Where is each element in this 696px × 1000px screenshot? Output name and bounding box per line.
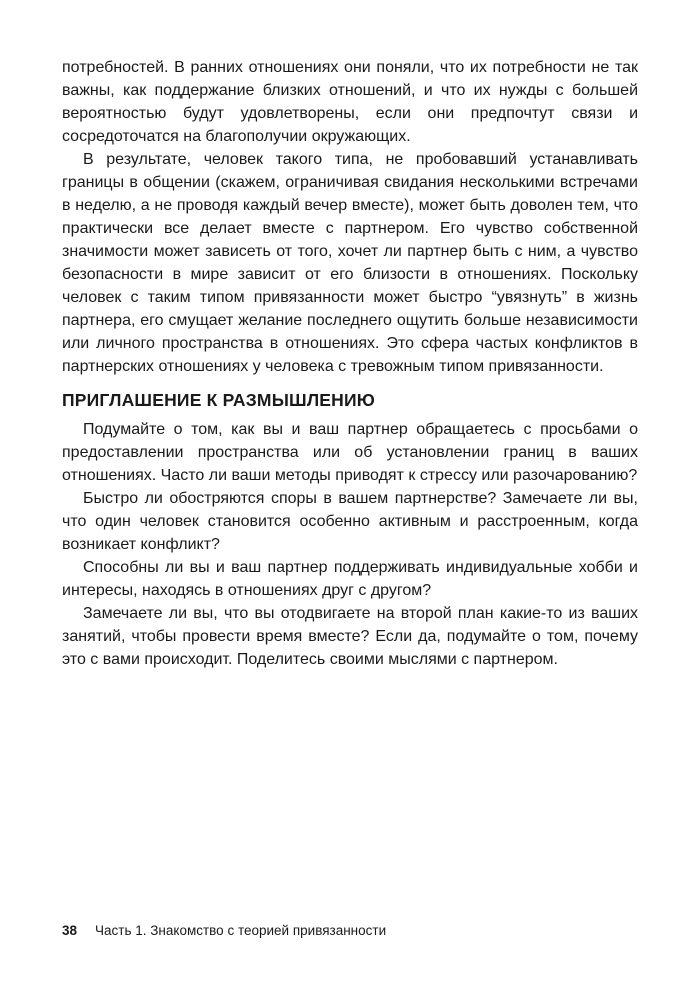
section-heading: ПРИГЛАШЕНИЕ К РАЗМЫШЛЕНИЮ xyxy=(62,390,376,410)
reflection-question-4: Замечаете ли вы, что вы отодвигаете на второй план какие-то из ваших занятий, чтобы провести время вместе? Если да, подумайте о том, почему это с вами происходит. Поделитесь своими мыслями с партнером. xyxy=(62,605,638,668)
paragraph-continuation: потребностей. В ранних отношениях они поняли, что их потребности не так важны, как поддержание близких отношений, и что их нужды с большей вероятностью будут удовлетворены, если они предпочтут связи и сосредоточатся на благополучии окружающих. xyxy=(62,59,638,145)
page-body xyxy=(62,56,638,671)
reflection-question-2: Быстро ли обостряются споры в вашем партнерстве? Замечаете ли вы, что один человек становится особенно активным и расстроенным, когда возникает конфликт? xyxy=(62,490,638,553)
page-number: 38 xyxy=(62,923,78,938)
running-title: Часть 1. Знакомство с теорией привязанности xyxy=(95,923,387,938)
reflection-question-3: Способны ли вы и ваш партнер поддерживать индивидуальные хобби и интересы, находясь в отношениях друг с другом? xyxy=(62,559,638,599)
page-footer xyxy=(62,922,386,940)
paragraph-result: В результате, человек такого типа, не пробовавший устанавливать границы в общении (скажем, ограничивая свидания несколькими встречами в неделю, а не проводя каждый вечер вместе), может быть доволен тем, что практически все делает вместе с партнером. Его чувство собственной значимости может зависеть от того, хочет ли партнер быть с ним, а чувство безопасности в мире зависит от его близости в отношениях. Поскольку человек с таким типом привязанности может быстро “увязнуть” в жизнь партнера, его смущает желание последнего ощутить больше независимости или личного пространства в отношениях. Это сфера частых конфликтов в партнерских отношениях у человека с тревожным типом привязанности. xyxy=(62,151,638,375)
reflection-question-1: Подумайте о том, как вы и ваш партнер обращаетесь с просьбами о предоставлении пространства или об установлении границ в ваших отношениях. Часто ли ваши методы приводят к стрессу или разочарованию? xyxy=(62,421,638,484)
